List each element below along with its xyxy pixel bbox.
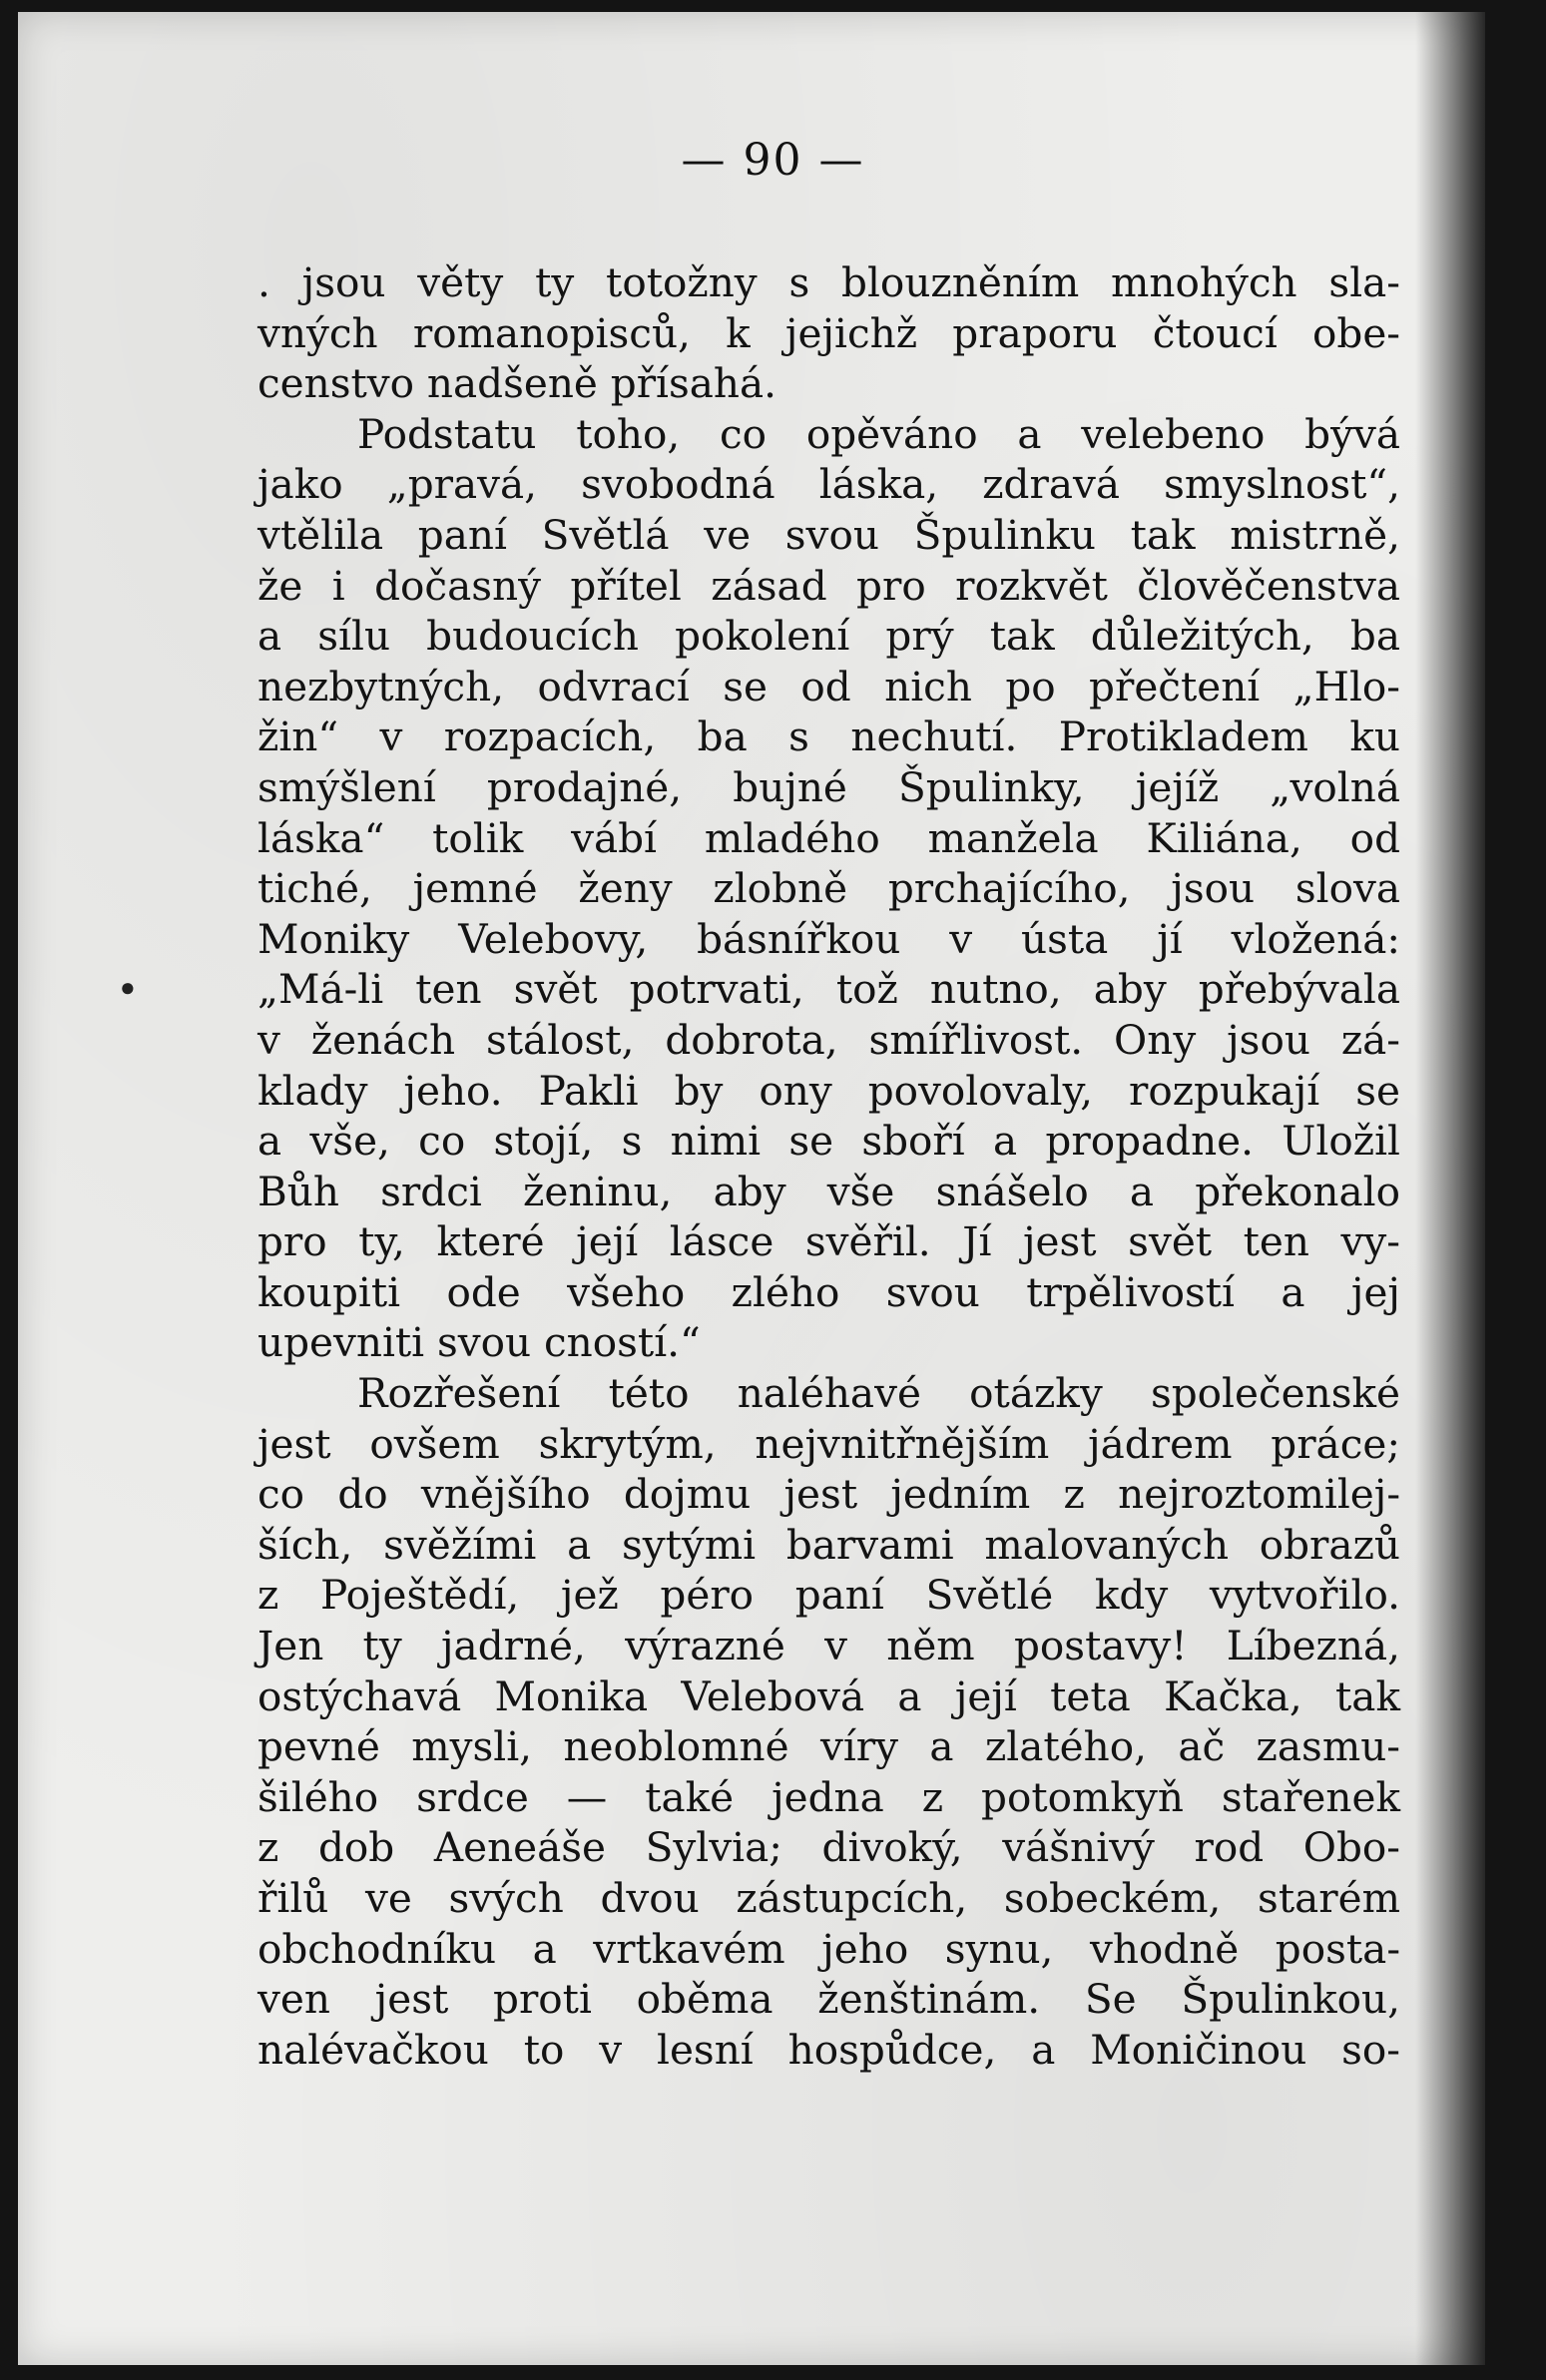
text-line: „Má-li ten svět potrvati, tož nutno, aby přebývala xyxy=(258,965,1400,1014)
text-line: a vše, co stojí, s nimi se sboří a propadne. Uložil xyxy=(258,1117,1400,1166)
text-line: nezbytných, odvrací se od nich po přečtení „Hlo- xyxy=(258,662,1400,711)
text-line: Rozřešení této naléhavé otázky společenské xyxy=(357,1369,1400,1418)
page-edge-shadow xyxy=(1415,12,1485,2365)
text-line: a sílu budoucích pokolení prý tak důležitých, ba xyxy=(258,612,1400,661)
text-line: vných romanopisců, k jejichž praporu čtoucí obe- xyxy=(258,308,1400,357)
text-line: v ženách stálost, dobrota, smířlivost. Ony jsou zá- xyxy=(258,1015,1400,1064)
text-line: . jsou věty ty totožny s blouzněním mnohých sla- xyxy=(258,258,1400,306)
text-line: jako „pravá, svobodná láska, zdravá smyslnost“, xyxy=(258,460,1400,509)
text-line: z Poještědí, jež péro paní Světlé kdy vytvořilo. xyxy=(258,1571,1400,1620)
text-line: Moniky Velebovy, básnířkou v ústa jí vložená: xyxy=(258,914,1400,963)
margin-mark: ● xyxy=(120,973,136,1002)
text-line: z dob Aeneáše Sylvia; divoký, vášnivý rod Obo- xyxy=(258,1823,1400,1872)
text-line: Bůh srdci ženinu, aby vše snášelo a překonalo xyxy=(258,1167,1400,1215)
text-line: žin“ v rozpacích, ba s nechutí. Protikladem ku xyxy=(258,713,1400,761)
text-line: censtvo nadšeně přísahá. xyxy=(258,359,777,408)
text-line: řilů ve svých dvou zástupcích, sobeckém, starém xyxy=(258,1874,1400,1922)
text-line: ostýchavá Monika Velebová a její teta Kačka, tak xyxy=(258,1671,1400,1720)
text-line: klady jeho. Pakli by ony povolovaly, rozpukají se xyxy=(258,1066,1400,1115)
text-line: nalévačkou to v lesní hospůdce, a Moničinou so- xyxy=(258,2025,1400,2074)
text-line: jest ovšem skrytým, nejvnitřnějším jádrem práce; xyxy=(258,1419,1400,1468)
text-line: pevné mysli, neoblomné víry a zlatého, ač zasmu- xyxy=(258,1722,1400,1771)
text-line: koupiti ode všeho zlého svou trpělivostí a jej xyxy=(258,1267,1400,1316)
text-line: že i dočasný přítel zásad pro rozkvět člověčenstva xyxy=(258,561,1400,610)
text-line: ších, svěžími a sytými barvami malovaných obrazů xyxy=(258,1520,1400,1569)
text-line: obchodníku a vrtkavém jeho synu, vhodně posta- xyxy=(258,1924,1400,1973)
text-line: Podstatu toho, co opěváno a velebeno bývá xyxy=(357,409,1400,458)
text-line: upevniti svou cností.“ xyxy=(258,1318,701,1367)
text-line: smýšlení prodajné, bujné Špulinky, jejíž „volná xyxy=(258,762,1400,811)
text-line: pro ty, které její lásce svěřil. Jí jest svět ten vy- xyxy=(258,1217,1400,1266)
text-line: Jen ty jadrné, výrazné v něm postavy! Líbezná, xyxy=(258,1622,1400,1670)
text-line: šilého srdce — také jedna z potomkyň stařenek xyxy=(258,1772,1400,1821)
text-line: vtělila paní Světlá ve svou Špulinku tak mistrně, xyxy=(258,510,1400,559)
text-line: láska“ tolik vábí mladého manžela Kiliána, od xyxy=(258,813,1400,862)
page-number: — 90 — xyxy=(681,135,865,186)
text-line: tiché, jemné ženy zlobně prchajícího, jsou slova xyxy=(258,864,1400,913)
page-text xyxy=(258,257,1400,2075)
text-line: co do vnějšího dojmu jest jedním z nejroztomilej- xyxy=(258,1470,1400,1519)
text-line: ven jest proti oběma ženštinám. Se Špulinkou, xyxy=(258,1975,1400,2024)
